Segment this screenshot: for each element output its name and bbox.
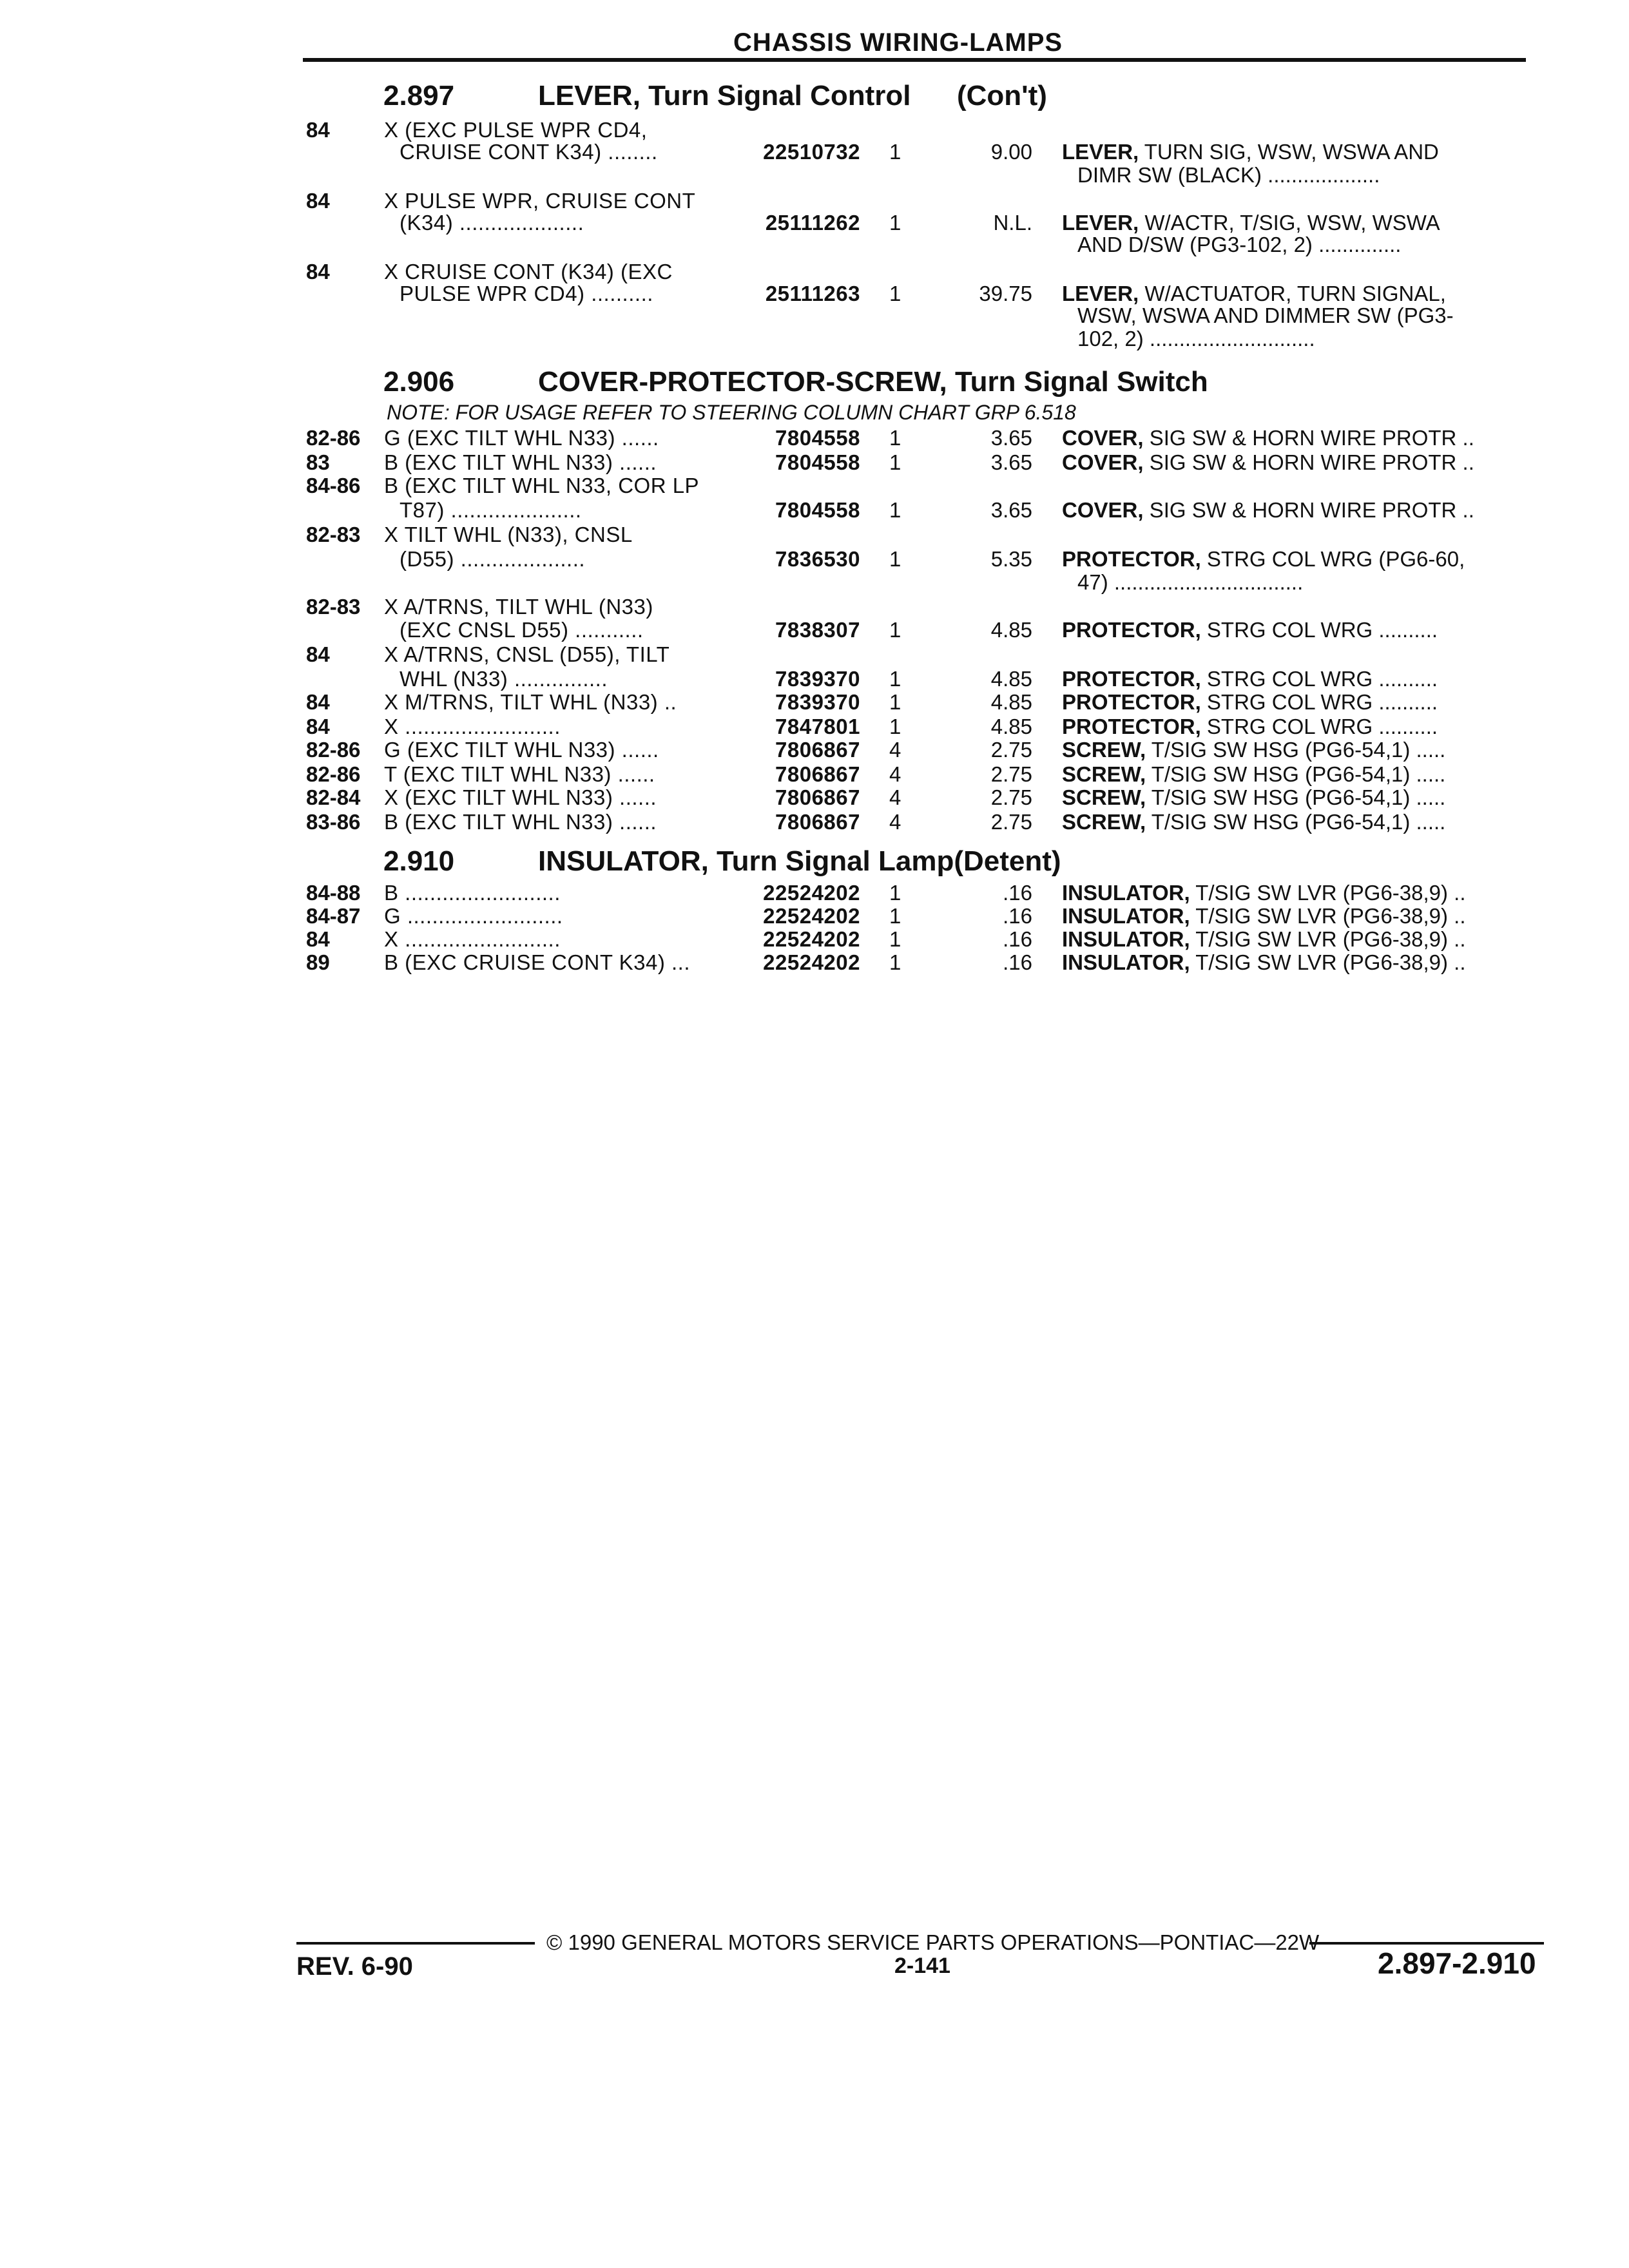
quantity: 4 [889, 762, 901, 786]
model-year: 82-86 [306, 762, 361, 786]
quantity: 1 [889, 547, 901, 571]
part-name-noun: LEVER, [1062, 140, 1139, 164]
group-title: INSULATOR, Turn Signal Lamp(Detent) [538, 845, 1061, 877]
group-title: COVER-PROTECTOR-SCREW, Turn Signal Switch [538, 366, 1208, 398]
part-name [1062, 737, 1445, 763]
model-year: 82-83 [306, 523, 361, 546]
usage-description: B (EXC TILT WHL N33) ...... [384, 450, 657, 474]
part-name-detail: TURN SIG, WSW, WSWA AND [1139, 140, 1439, 164]
quantity: 1 [889, 618, 901, 642]
list-price: 2.75 [990, 810, 1032, 834]
model-year: 84 [306, 715, 330, 738]
part-name-detail: SIG SW & HORN WIRE PROTR .. [1143, 426, 1474, 450]
usage-description: X ......................... [384, 927, 561, 951]
list-price: 2.75 [990, 762, 1032, 786]
usage-description-continued: WHL (N33) ............... [400, 667, 608, 691]
quantity: 4 [889, 810, 901, 834]
list-price: 4.85 [990, 690, 1032, 714]
model-year: 84 [306, 189, 330, 213]
part-number: 25111262 [765, 211, 860, 235]
quantity: 1 [889, 690, 901, 714]
footer-rule-left [296, 1942, 535, 1945]
usage-description: B (EXC TILT WHL N33) ...... [384, 810, 657, 834]
part-name-noun: COVER, [1062, 498, 1144, 522]
page-header: CHASSIS WIRING-LAMPS [733, 28, 1063, 57]
usage-note: NOTE: FOR USAGE REFER TO STEERING COLUMN CHART GRP 6.518 [387, 401, 1076, 424]
part-name [1062, 950, 1466, 975]
list-price: 5.35 [990, 547, 1032, 571]
part-number: 7804558 [775, 498, 860, 522]
group-header-2-897 [383, 80, 1047, 112]
usage-description: X TILT WHL (N33), CNSL [384, 523, 633, 546]
usage-description: X M/TRNS, TILT WHL (N33) .. [384, 690, 677, 714]
model-year: 84 [306, 642, 330, 666]
part-name-detail: STRG COL WRG .......... [1200, 618, 1438, 642]
parts-line [0, 522, 1629, 548]
part-number: 22524202 [763, 950, 860, 974]
model-year: 84-86 [306, 474, 361, 497]
usage-description-continued: (D55) .................... [400, 547, 586, 571]
part-name-detail: W/ACTUATOR, TURN SIGNAL, [1139, 282, 1446, 305]
parts-line [0, 689, 1629, 715]
usage-description: T (EXC TILT WHL N33) ...... [384, 762, 655, 786]
quantity: 1 [889, 927, 901, 951]
list-price: 4.85 [990, 715, 1032, 738]
model-year: 83-86 [306, 810, 361, 834]
group-continued: (Con't) [957, 80, 1047, 111]
part-name-noun: INSULATOR, [1062, 881, 1190, 905]
part-number: 7804558 [775, 426, 860, 450]
part-name-noun: SCREW, [1062, 738, 1146, 762]
part-name [1062, 617, 1438, 643]
part-number: 22510732 [763, 140, 860, 164]
part-name-noun: INSULATOR, [1062, 904, 1190, 928]
usage-description: B (EXC TILT WHL N33, COR LP [384, 474, 700, 497]
part-number: 7806867 [775, 738, 860, 762]
part-name [1062, 762, 1445, 787]
part-name-continued: DIMR SW (BLACK) ................... [1077, 163, 1380, 187]
parts-line [0, 594, 1629, 620]
quantity: 1 [889, 498, 901, 522]
parts-line [0, 450, 1629, 476]
part-number: 22524202 [763, 927, 860, 951]
parts-line [0, 903, 1629, 929]
parts-line [0, 303, 1629, 329]
part-name-detail: T/SIG SW LVR (PG6-38,9) .. [1190, 950, 1466, 974]
parts-line [0, 497, 1629, 523]
parts-line [0, 762, 1629, 787]
list-price: 2.75 [990, 785, 1032, 809]
part-name [1062, 927, 1466, 952]
parts-line [0, 950, 1629, 975]
part-number: 7836530 [775, 547, 860, 571]
part-number: 7847801 [775, 715, 860, 738]
parts-line [0, 714, 1629, 740]
part-name [1062, 497, 1474, 523]
part-name [1062, 903, 1466, 929]
quantity: 1 [889, 140, 901, 164]
parts-line [0, 785, 1629, 811]
part-name-detail: STRG COL WRG .......... [1200, 715, 1438, 738]
parts-line [0, 737, 1629, 763]
part-name [1062, 546, 1465, 572]
usage-description: X ......................... [384, 715, 561, 738]
quantity: 1 [889, 282, 901, 305]
usage-description: G (EXC TILT WHL N33) ...... [384, 426, 659, 450]
part-name-detail: T/SIG SW LVR (PG6-38,9) .. [1190, 881, 1466, 905]
parts-line [0, 162, 1629, 188]
usage-description-continued: CRUISE CONT K34) ........ [400, 140, 658, 164]
revision-date: REV. 6-90 [296, 1952, 413, 1981]
model-year: 84 [306, 927, 330, 951]
list-price: 3.65 [990, 426, 1032, 450]
usage-description: X PULSE WPR, CRUISE CONT [384, 189, 696, 213]
parts-line [0, 546, 1629, 572]
part-number: 7839370 [775, 667, 860, 691]
part-name-detail: STRG COL WRG (PG6-60, [1200, 547, 1465, 571]
part-name [1062, 425, 1474, 451]
section-range: 2.897-2.910 [1378, 1946, 1536, 1980]
model-year: 89 [306, 950, 330, 974]
quantity: 1 [889, 950, 901, 974]
part-name-noun: PROTECTOR, [1062, 547, 1201, 571]
model-year: 84 [306, 690, 330, 714]
usage-description: X (EXC PULSE WPR CD4, [384, 118, 648, 142]
part-number: 7804558 [775, 450, 860, 474]
part-name-noun: COVER, [1062, 426, 1144, 450]
part-name-continued: 47) ................................ [1077, 570, 1304, 594]
parts-line [0, 425, 1629, 451]
usage-description: B ......................... [384, 881, 561, 905]
usage-description-continued: T87) ..................... [400, 498, 582, 522]
part-number: 22524202 [763, 881, 860, 905]
parts-line [0, 642, 1629, 668]
group-number: 2.906 [383, 366, 455, 398]
part-name-detail: T/SIG SW LVR (PG6-38,9) .. [1190, 927, 1466, 951]
part-name-noun: PROTECTOR, [1062, 667, 1201, 691]
usage-description: X (EXC TILT WHL N33) ...... [384, 785, 657, 809]
part-number: 7838307 [775, 618, 860, 642]
quantity: 4 [889, 785, 901, 809]
part-name-continued: WSW, WSWA AND DIMMER SW (PG3- [1077, 303, 1454, 327]
part-name-detail: SIG SW & HORN WIRE PROTR .. [1143, 450, 1474, 474]
part-name-detail: T/SIG SW HSG (PG6-54,1) ..... [1146, 762, 1446, 786]
parts-line [0, 617, 1629, 643]
parts-line [0, 473, 1629, 499]
part-name-noun: SCREW, [1062, 762, 1146, 786]
model-year: 82-84 [306, 785, 361, 809]
list-price: 2.75 [990, 738, 1032, 762]
part-name-noun: LEVER, [1062, 211, 1139, 235]
list-price: 4.85 [990, 667, 1032, 691]
part-name-detail: T/SIG SW HSG (PG6-54,1) ..... [1146, 810, 1446, 834]
model-year: 82-86 [306, 738, 361, 762]
parts-line [0, 927, 1629, 952]
group-number: 2.897 [383, 80, 455, 111]
group-header-2-906 [383, 366, 1208, 398]
part-name-noun: PROTECTOR, [1062, 715, 1201, 738]
parts-line [0, 232, 1629, 258]
part-name-detail: W/ACTR, T/SIG, WSW, WSWA [1139, 211, 1440, 235]
part-name-noun: INSULATOR, [1062, 927, 1190, 951]
quantity: 1 [889, 450, 901, 474]
list-price: 3.65 [990, 450, 1032, 474]
usage-description: G (EXC TILT WHL N33) ...... [384, 738, 659, 762]
part-name-noun: COVER, [1062, 450, 1144, 474]
parts-line [0, 570, 1629, 595]
part-name [1062, 809, 1445, 835]
part-number: 7806867 [775, 785, 860, 809]
part-name [1062, 880, 1466, 906]
parts-line [0, 666, 1629, 692]
usage-description: X A/TRNS, CNSL (D55), TILT [384, 642, 670, 666]
footer-rule-right [1309, 1942, 1544, 1945]
part-name [1062, 689, 1438, 715]
part-name-noun: PROTECTOR, [1062, 690, 1201, 714]
part-name-continued: 102, 2) ............................ [1077, 327, 1315, 351]
part-name-detail: STRG COL WRG .......... [1200, 690, 1438, 714]
usage-description: X CRUISE CONT (K34) (EXC [384, 260, 673, 284]
model-year: 84 [306, 118, 330, 142]
parts-line [0, 139, 1629, 165]
list-price: .16 [1003, 950, 1032, 974]
model-year: 84 [306, 260, 330, 284]
part-number: 22524202 [763, 904, 860, 928]
model-year: 82-83 [306, 595, 361, 619]
part-name-detail: STRG COL WRG .......... [1200, 667, 1438, 691]
group-title: LEVER, Turn Signal Control [538, 80, 911, 111]
model-year: 84-88 [306, 881, 361, 905]
quantity: 4 [889, 738, 901, 762]
model-year: 82-86 [306, 426, 361, 450]
part-name-detail: T/SIG SW HSG (PG6-54,1) ..... [1146, 738, 1446, 762]
quantity: 1 [889, 715, 901, 738]
usage-description-continued: (EXC CNSL D55) ........... [400, 618, 644, 642]
part-name-continued: AND D/SW (PG3-102, 2) .............. [1077, 233, 1402, 256]
quantity: 1 [889, 904, 901, 928]
part-name-noun: SCREW, [1062, 810, 1146, 834]
group-number: 2.910 [383, 845, 455, 877]
parts-line [0, 326, 1629, 352]
usage-description-continued: PULSE WPR CD4) .......... [400, 282, 653, 305]
copyright-notice: © 1990 GENERAL MOTORS SERVICE PARTS OPERATIONS—PONTIAC—22W [546, 1930, 1320, 1954]
part-number: 7806867 [775, 810, 860, 834]
list-price: 3.65 [990, 498, 1032, 522]
part-number: 7839370 [775, 690, 860, 714]
part-name-noun: LEVER, [1062, 282, 1139, 305]
part-name [1062, 450, 1474, 476]
list-price: .16 [1003, 904, 1032, 928]
part-name-detail: T/SIG SW HSG (PG6-54,1) ..... [1146, 785, 1446, 809]
part-name [1062, 139, 1439, 165]
part-name-detail: T/SIG SW LVR (PG6-38,9) .. [1190, 904, 1466, 928]
list-price: 4.85 [990, 618, 1032, 642]
model-year: 83 [306, 450, 330, 474]
quantity: 1 [889, 426, 901, 450]
list-price: 9.00 [990, 140, 1032, 164]
list-price: .16 [1003, 927, 1032, 951]
page-number: 2-141 [894, 1954, 950, 1978]
usage-description: G ......................... [384, 904, 563, 928]
group-header-2-910 [383, 845, 1061, 878]
part-name [1062, 666, 1438, 692]
part-name [1062, 714, 1438, 740]
parts-line [0, 809, 1629, 835]
part-name [1062, 785, 1445, 811]
quantity: 1 [889, 881, 901, 905]
model-year: 84-87 [306, 904, 361, 928]
quantity: 1 [889, 211, 901, 235]
quantity: 1 [889, 667, 901, 691]
usage-description: B (EXC CRUISE CONT K34) ... [384, 950, 690, 974]
usage-description: X A/TRNS, TILT WHL (N33) [384, 595, 653, 619]
parts-line [0, 880, 1629, 906]
part-name-noun: INSULATOR, [1062, 950, 1190, 974]
part-number: 25111263 [765, 282, 860, 305]
usage-description-continued: (K34) .................... [400, 211, 584, 235]
part-number: 7806867 [775, 762, 860, 786]
part-name-detail: SIG SW & HORN WIRE PROTR .. [1143, 498, 1474, 522]
header-rule [303, 58, 1526, 62]
list-price: .16 [1003, 881, 1032, 905]
list-price: N.L. [993, 211, 1032, 235]
part-name-noun: PROTECTOR, [1062, 618, 1201, 642]
part-name-noun: SCREW, [1062, 785, 1146, 809]
list-price: 39.75 [979, 282, 1032, 305]
